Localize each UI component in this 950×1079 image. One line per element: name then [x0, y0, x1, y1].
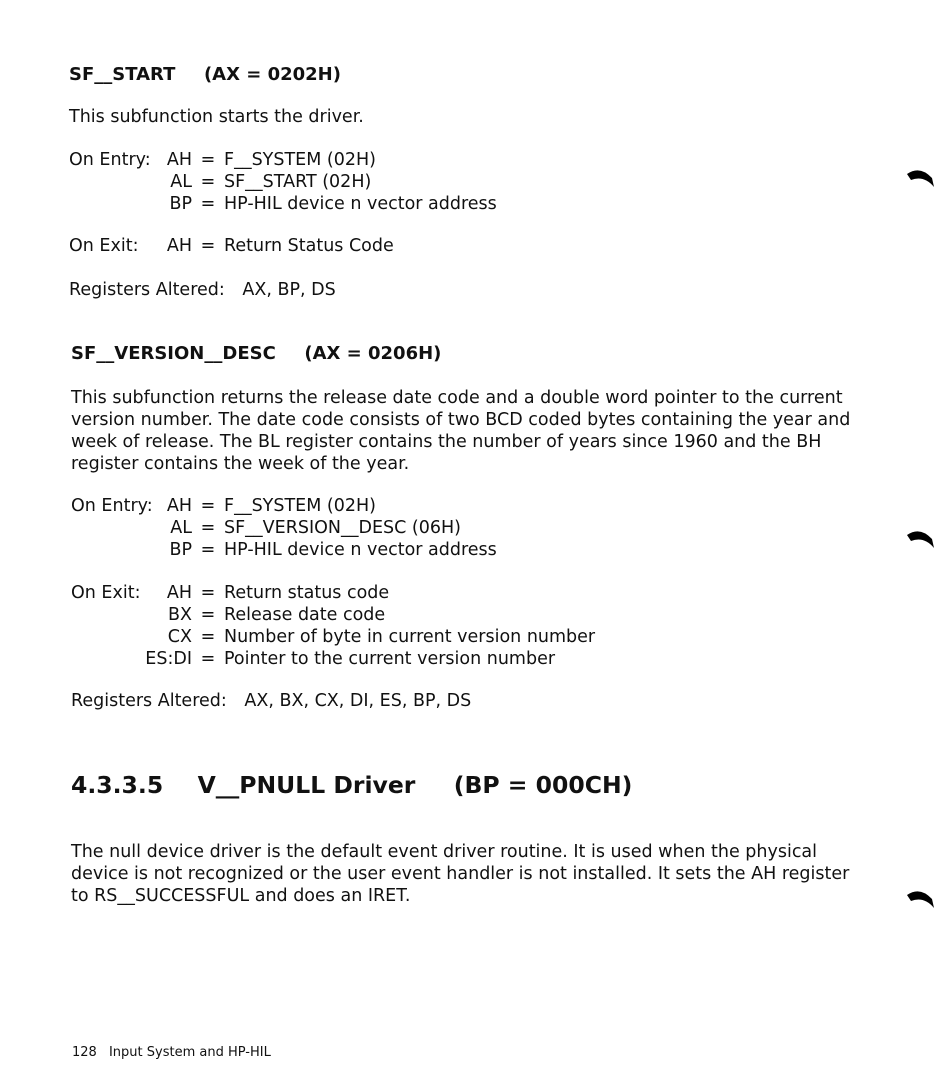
margin-binding-mark: [906, 526, 934, 550]
equals-sign: =: [200, 583, 216, 603]
register-name: BP: [169, 540, 192, 560]
sf-version-desc-on-entry-label: On Entry:: [71, 496, 153, 516]
margin-binding-mark: [906, 165, 934, 189]
sf-start-heading-name: SF__START: [69, 64, 176, 85]
register-name: AH: [166, 583, 192, 603]
sf-version-desc-heading: [71, 343, 441, 364]
register-row: [136, 235, 394, 257]
sf-start-on-entry-label: On Entry:: [69, 150, 151, 170]
equals-sign: =: [200, 518, 216, 538]
sf-start-registers-altered: [69, 279, 336, 301]
register-name: BP: [169, 194, 192, 214]
register-row: [136, 626, 595, 648]
sf-start-on-exit-label: On Exit:: [69, 236, 139, 256]
register-name: AH: [166, 150, 192, 170]
equals-sign: =: [200, 605, 216, 625]
sf-start-description: This subfunction starts the driver.: [69, 107, 364, 127]
register-row: [136, 171, 497, 193]
register-value: F__SYSTEM (02H): [224, 496, 376, 516]
sf-start-heading: [69, 64, 341, 85]
register-value: Return Status Code: [224, 236, 394, 256]
section-description: The null device driver is the default event driver routine. It is used when the physical device is not recognized or the user event handler is not installed. It sets the AH register to RS__SUCCESSFUL and does an IRET.: [71, 842, 850, 906]
running-title: Input System and HP-HIL: [108, 1045, 271, 1060]
register-row: [136, 517, 497, 539]
sf-version-desc-description: This subfunction returns the release date code and a double word pointer to the current version number. The date code consists of two BCD coded bytes containing the year and week of release. The BL register contains the number of years since 1960 and the BH register contains the week of the year.: [71, 388, 851, 474]
section-bp: (BP = 000CH): [453, 771, 633, 799]
equals-sign: =: [200, 236, 216, 256]
equals-sign: =: [200, 194, 216, 214]
register-row: [136, 539, 497, 561]
register-name: AL: [170, 172, 192, 192]
register-value: SF__START (02H): [224, 172, 372, 192]
registers-altered-value: AX, BX, CX, DI, ES, BP, DS: [244, 691, 472, 711]
sf-start-exit-list: [136, 235, 394, 257]
register-value: Number of byte in current version number: [224, 627, 596, 647]
register-row: [136, 604, 595, 626]
register-value: HP-HIL device n vector address: [224, 194, 497, 214]
registers-altered-value: AX, BP, DS: [242, 280, 336, 300]
register-value: Release date code: [224, 605, 386, 625]
register-name: BX: [168, 605, 192, 625]
register-name: ES:DI: [145, 649, 192, 669]
register-row: [136, 582, 595, 604]
register-row: [136, 149, 497, 171]
equals-sign: =: [200, 649, 216, 669]
register-value: Pointer to the current version number: [224, 649, 556, 669]
register-row: [136, 193, 497, 215]
register-name: CX: [167, 627, 192, 647]
sf-version-desc-exit-list: [136, 582, 595, 670]
register-value: F__SYSTEM (02H): [224, 150, 376, 170]
margin-binding-mark: [906, 886, 934, 910]
sf-version-desc-entry-list: [136, 495, 497, 561]
registers-altered-label: Registers Altered:: [71, 691, 227, 711]
page-footer: [72, 1045, 271, 1060]
sf-start-entry-list: [136, 149, 497, 215]
sf-version-desc-heading-ax: (AX = 0206H): [304, 343, 442, 364]
section-title: V__PNULL Driver: [197, 771, 416, 799]
register-value: SF__VERSION__DESC (06H): [224, 518, 462, 538]
register-row: [136, 648, 595, 670]
sf-start-heading-ax: (AX = 0202H): [203, 64, 341, 85]
equals-sign: =: [200, 627, 216, 647]
register-name: AH: [166, 496, 192, 516]
sf-version-desc-heading-name: SF__VERSION__DESC: [71, 343, 276, 364]
register-name: AL: [170, 518, 192, 538]
register-row: [136, 495, 497, 517]
sf-version-desc-registers-altered: [71, 690, 471, 712]
registers-altered-label: Registers Altered:: [69, 280, 225, 300]
register-value: Return status code: [224, 583, 390, 603]
section-heading: [71, 771, 632, 799]
sf-version-desc-on-exit-label: On Exit:: [71, 583, 141, 603]
equals-sign: =: [200, 172, 216, 192]
register-value: HP-HIL device n vector address: [224, 540, 497, 560]
equals-sign: =: [200, 540, 216, 560]
register-name: AH: [166, 236, 192, 256]
section-number: 4.3.3.5: [71, 771, 164, 799]
equals-sign: =: [200, 150, 216, 170]
equals-sign: =: [200, 496, 216, 516]
page-number: 128: [72, 1045, 97, 1060]
